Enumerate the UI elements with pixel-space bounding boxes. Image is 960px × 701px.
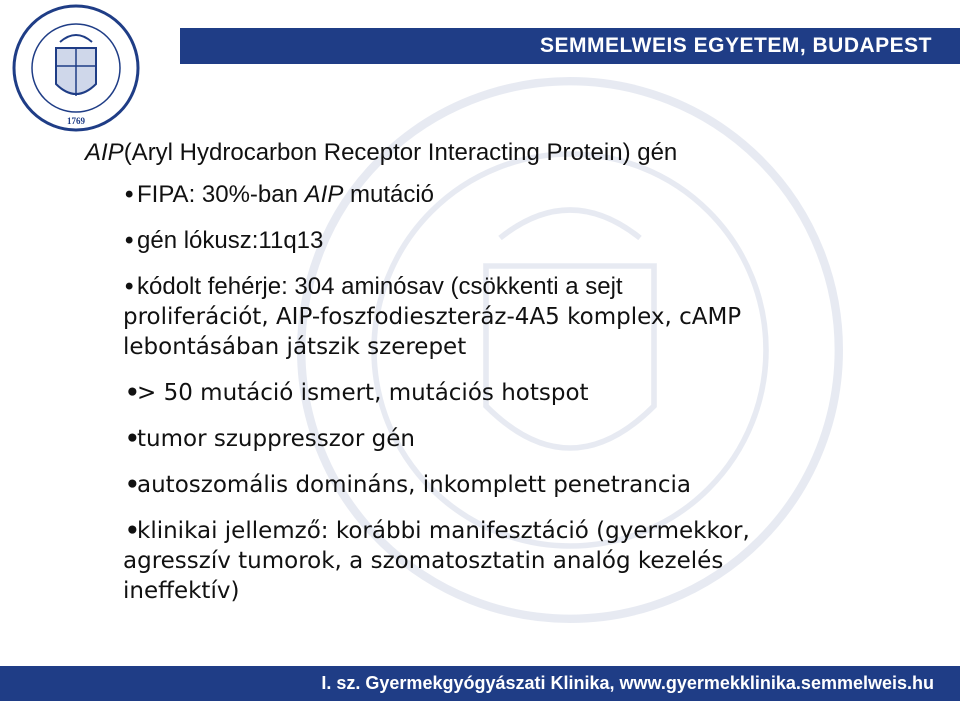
footer-text: I. sz. Gyermekgyógyászati Klinika, www.gyermekklinika.semmelweis.hu	[321, 673, 934, 693]
bullet-clinical: • klinikai jellemző: korábbi manifesztáció (gyermekkor, agresszív tumorok, a szomatosztatin analóg kezelés ineffektív)	[123, 518, 750, 604]
bullet-fipa: • FIPA: 30%-ban AIP mutáció	[125, 181, 435, 208]
heading-gene-name: (Aryl Hydrocarbon Receptor Interacting Protein) gén	[123, 139, 678, 166]
seal-year: 1769	[67, 116, 85, 126]
footer-bar	[0, 666, 960, 701]
heading-gene-symbol: AIP	[85, 139, 124, 166]
header-bar	[180, 28, 960, 64]
bullet-protein: • kódolt fehérje: 304 aminósav (csökkenti a sejt proliferációt, AIP-foszfodieszteráz-4A5 komplex, cAMP lebontásában játszik szerepet	[123, 273, 742, 360]
slide-heading	[85, 138, 925, 168]
bullet-locus: • gén lókusz:11q13	[125, 227, 324, 254]
bullet-mutations: • > 50 mutáció ismert, mutációs hotspot	[125, 380, 589, 406]
bullet-inheritance: • autoszomális domináns, inkomplett penetrancia	[125, 472, 691, 498]
slide-content	[85, 138, 925, 622]
institution-title: SEMMELWEIS EGYETEM, BUDAPEST	[539, 34, 932, 57]
bullet-tumor-suppressor: • tumor szuppresszor gén	[125, 426, 415, 452]
bullet-list	[85, 180, 925, 606]
university-seal-logo	[4, 0, 154, 140]
